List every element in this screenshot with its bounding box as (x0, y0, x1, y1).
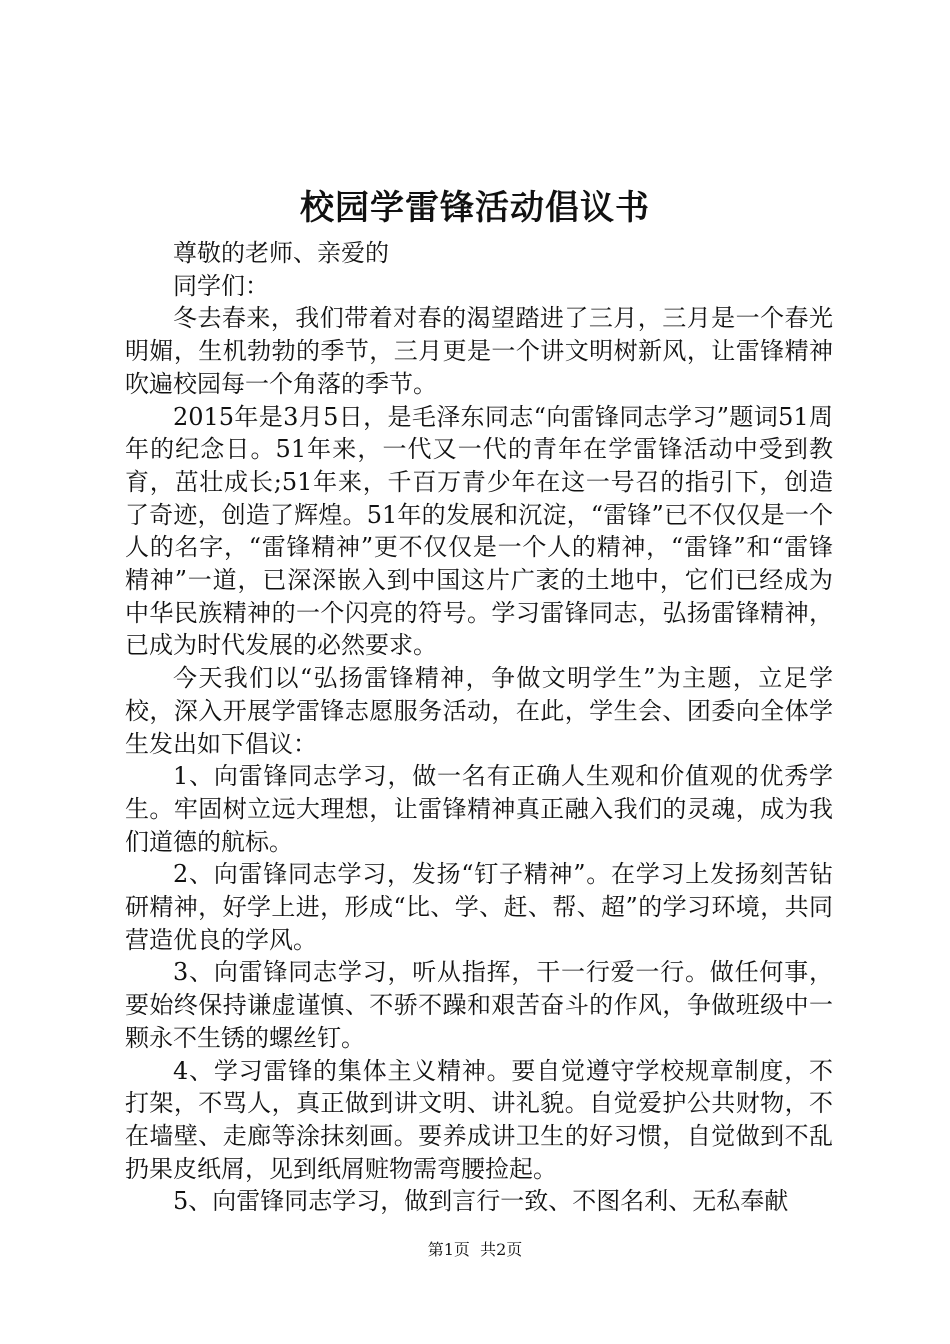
page-footer (0, 1238, 950, 1262)
paragraph-theme: 今天我们以“弘扬雷锋精神，争做文明学生”为主题，立足学校，深入开展学雷锋志愿服务活动，在此，学生会、团委向全体学生发出如下倡议： (125, 664, 833, 758)
document-body (125, 237, 833, 1218)
salutation-line-1: 尊敬的老师、亲爱的 (173, 239, 389, 267)
page-number: 第1页 (427, 1240, 470, 1259)
proposal-item-2: 2、向雷锋同志学习，发扬“钉子精神”。在学习上发扬刻苦钻研精神，好学上进，形成“比、学、赶、帮、超”的学习环境，共同营造优良的学风。 (125, 860, 833, 954)
paragraph-background: 2015年是3月5日，是毛泽东同志“向雷锋同志学习”题词51周年的纪念日。51年来，一代又一代的青年在学雷锋活动中受到教育，茁壮成长;51年来，千百万青少年在这一号召的指引下，创造了奇迹，创造了辉煌。51年的发展和沉淀，“雷锋”已不仅仅是一个人的名字，“雷锋精神”更不仅仅是一个人的精神，“雷锋”和“雷锋精神”一道，已深深嵌入到中国这片广袤的土地中，它们已经成为中华民族精神的一个闪亮的符号。学习雷锋同志，弘扬雷锋精神，已成为时代发展的必然要求。 (125, 402, 833, 660)
proposal-item-3: 3、向雷锋同志学习，听从指挥，干一行爱一行。做任何事，要始终保持谦虚谨慎、不骄不躁和艰苦奋斗的作风，争做班级中一颗永不生锈的螺丝钉。 (125, 958, 833, 1052)
proposal-item-4: 4、学习雷锋的集体主义精神。要自觉遵守学校规章制度，不打架，不骂人，真正做到讲文明、讲礼貌。自觉爱护公共财物，不在墙壁、走廊等涂抹刻画。要养成讲卫生的好习惯，自觉做到不乱扔果皮纸屑，见到纸屑赃物需弯腰捡起。 (125, 1056, 833, 1183)
paragraph-intro: 冬去春来，我们带着对春的渴望踏进了三月，三月是一个春光明媚，生机勃勃的季节，三月更是一个讲文明树新风，让雷锋精神吹遍校园每一个角落的季节。 (125, 304, 833, 398)
proposal-item-1: 1、向雷锋同志学习，做一名有正确人生观和价值观的优秀学生。牢固树立远大理想，让雷锋精神真正融入我们的灵魂，成为我们道德的航标。 (125, 762, 833, 856)
proposal-item-5: 5、向雷锋同志学习，做到言行一致、不图名利、无私奉献 (173, 1187, 789, 1216)
page-total: 共2页 (480, 1240, 523, 1259)
document-title: 校园学雷锋活动倡议书 (300, 188, 650, 228)
salutation-line-2: 同学们： (173, 271, 269, 300)
